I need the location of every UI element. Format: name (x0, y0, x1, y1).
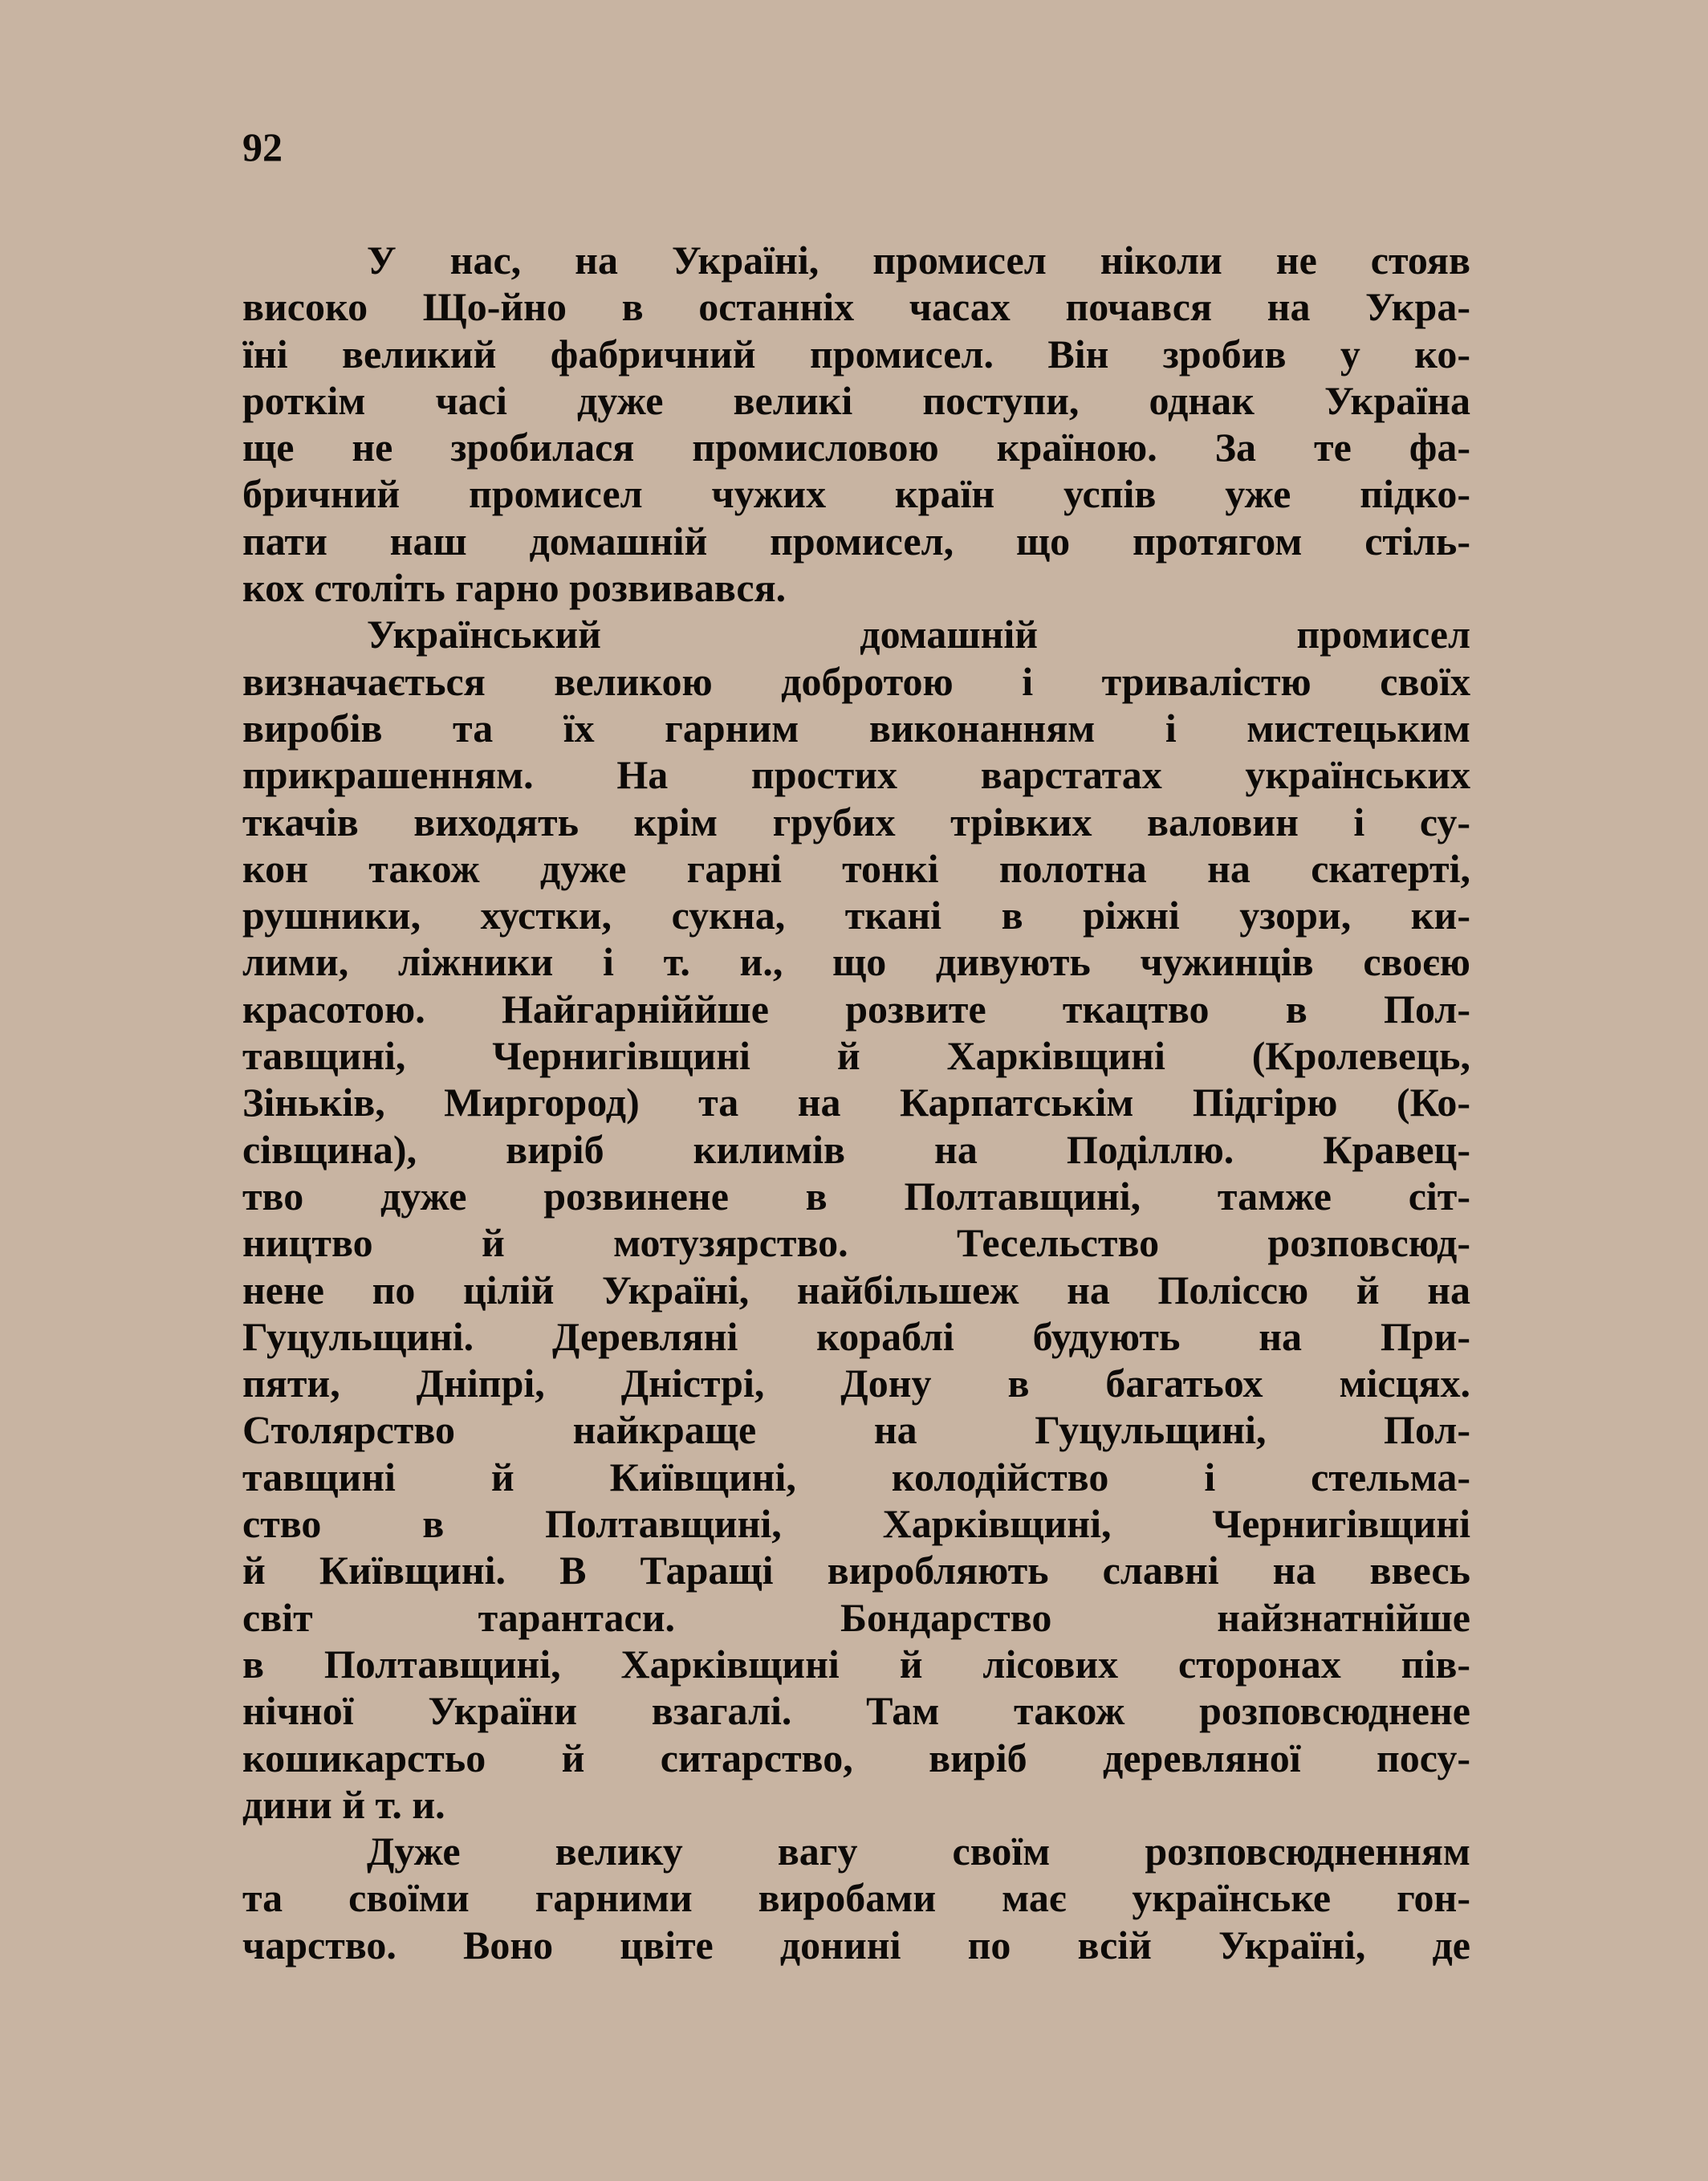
text-line: виробів та їх гарним виконанням і мистецьким (242, 705, 1470, 751)
text-line: рушники, хустки, сукна, ткані в ріжні узори, ки- (242, 893, 1470, 938)
text-line: Український домашній промисел (367, 612, 1470, 657)
text-line: тавщині, Чернигівщині й Харківщині (Кролевець, (242, 1033, 1470, 1079)
text-line: сівщина), виріб килимів на Поділлю. Кравец- (242, 1126, 1470, 1172)
text-line: чарство. Воно цвіте донині по всій Україні, де (242, 1922, 1470, 1967)
text-line: пати наш домашній промисел, що протягом стіль- (242, 518, 1470, 564)
text-line: та своїми гарними виробами має українське гон- (242, 1875, 1470, 1921)
text-line: тавщині й Київщині, колодійство і стельма- (242, 1454, 1470, 1499)
text-line: визначається великою добротою і тривалістю своїх (242, 658, 1470, 704)
text-line: нене по цілій Україні, найбільшеж на Поліссю й на (242, 1267, 1470, 1312)
text-line: У нас, на Україні, промисел ніколи не стояв (367, 238, 1470, 283)
text-line: кох століть гарно розвивався. (242, 565, 787, 611)
text-line: тво дуже розвинене в Полтавщині, тамже сіт- (242, 1173, 1470, 1219)
text-line: високо Що-йно в останніх часах почався на Укра- (242, 284, 1470, 330)
text-line: Гуцульщині. Деревляні кораблі будують на При- (242, 1313, 1470, 1359)
text-line: лими, ліжники і т. и., що дивують чужинців своєю (242, 939, 1470, 985)
text-line: ництво й мотузярство. Тесельство розповсюд- (242, 1220, 1470, 1266)
text-line: їні великий фабричний промисел. Він зробив у ко- (242, 331, 1470, 376)
page-number: 92 (242, 124, 283, 169)
text-line: Зіньків, Миргород) та на Карпатськім Підгірю (Ко- (242, 1080, 1470, 1125)
text-line: світ тарантаси. Бондарство найзнатнійше (242, 1594, 1470, 1640)
text-line: дини й т. и. (242, 1781, 445, 1827)
text-line: кошикарстьо й ситарство, виріб деревляної посу- (242, 1735, 1470, 1780)
text-line: красотою. Найгарніййше розвите ткацтво в Пол- (242, 986, 1470, 1031)
body-text (242, 237, 1470, 1968)
text-line: й Київщині. В Таращі виробляють славні на ввесь (242, 1548, 1470, 1593)
text-line: кон також дуже гарні тонкі полотна на скатерті, (242, 845, 1470, 891)
text-line: пяти, Дніпрі, Дністрі, Дону в багатьох місцях. (242, 1361, 1470, 1406)
text-line: бричний промисел чужих країн успів уже підко- (242, 471, 1470, 517)
text-line: ще не зробилася промисловою країною. За те фа- (242, 425, 1470, 470)
text-line: ткачів виходять крім грубих трівких валовин і су- (242, 799, 1470, 844)
text-line: в Полтавщині, Харківщині й лісових сторонах пів- (242, 1641, 1470, 1687)
text-line: Дуже велику вагу своїм розповсюдненням (367, 1829, 1470, 1874)
text-line: роткім часі дуже великі поступи, однак Україна (242, 377, 1470, 423)
text-line: прикрашенням. На простих варстатах українських (242, 752, 1470, 798)
text-line: ство в Полтавщині, Харківщині, Чернигівщині (242, 1501, 1470, 1547)
text-line: Столярство найкраще на Гуцульщині, Пол- (242, 1407, 1470, 1453)
text-line: нічної України взагалі. Там також розповсюднене (242, 1688, 1470, 1734)
